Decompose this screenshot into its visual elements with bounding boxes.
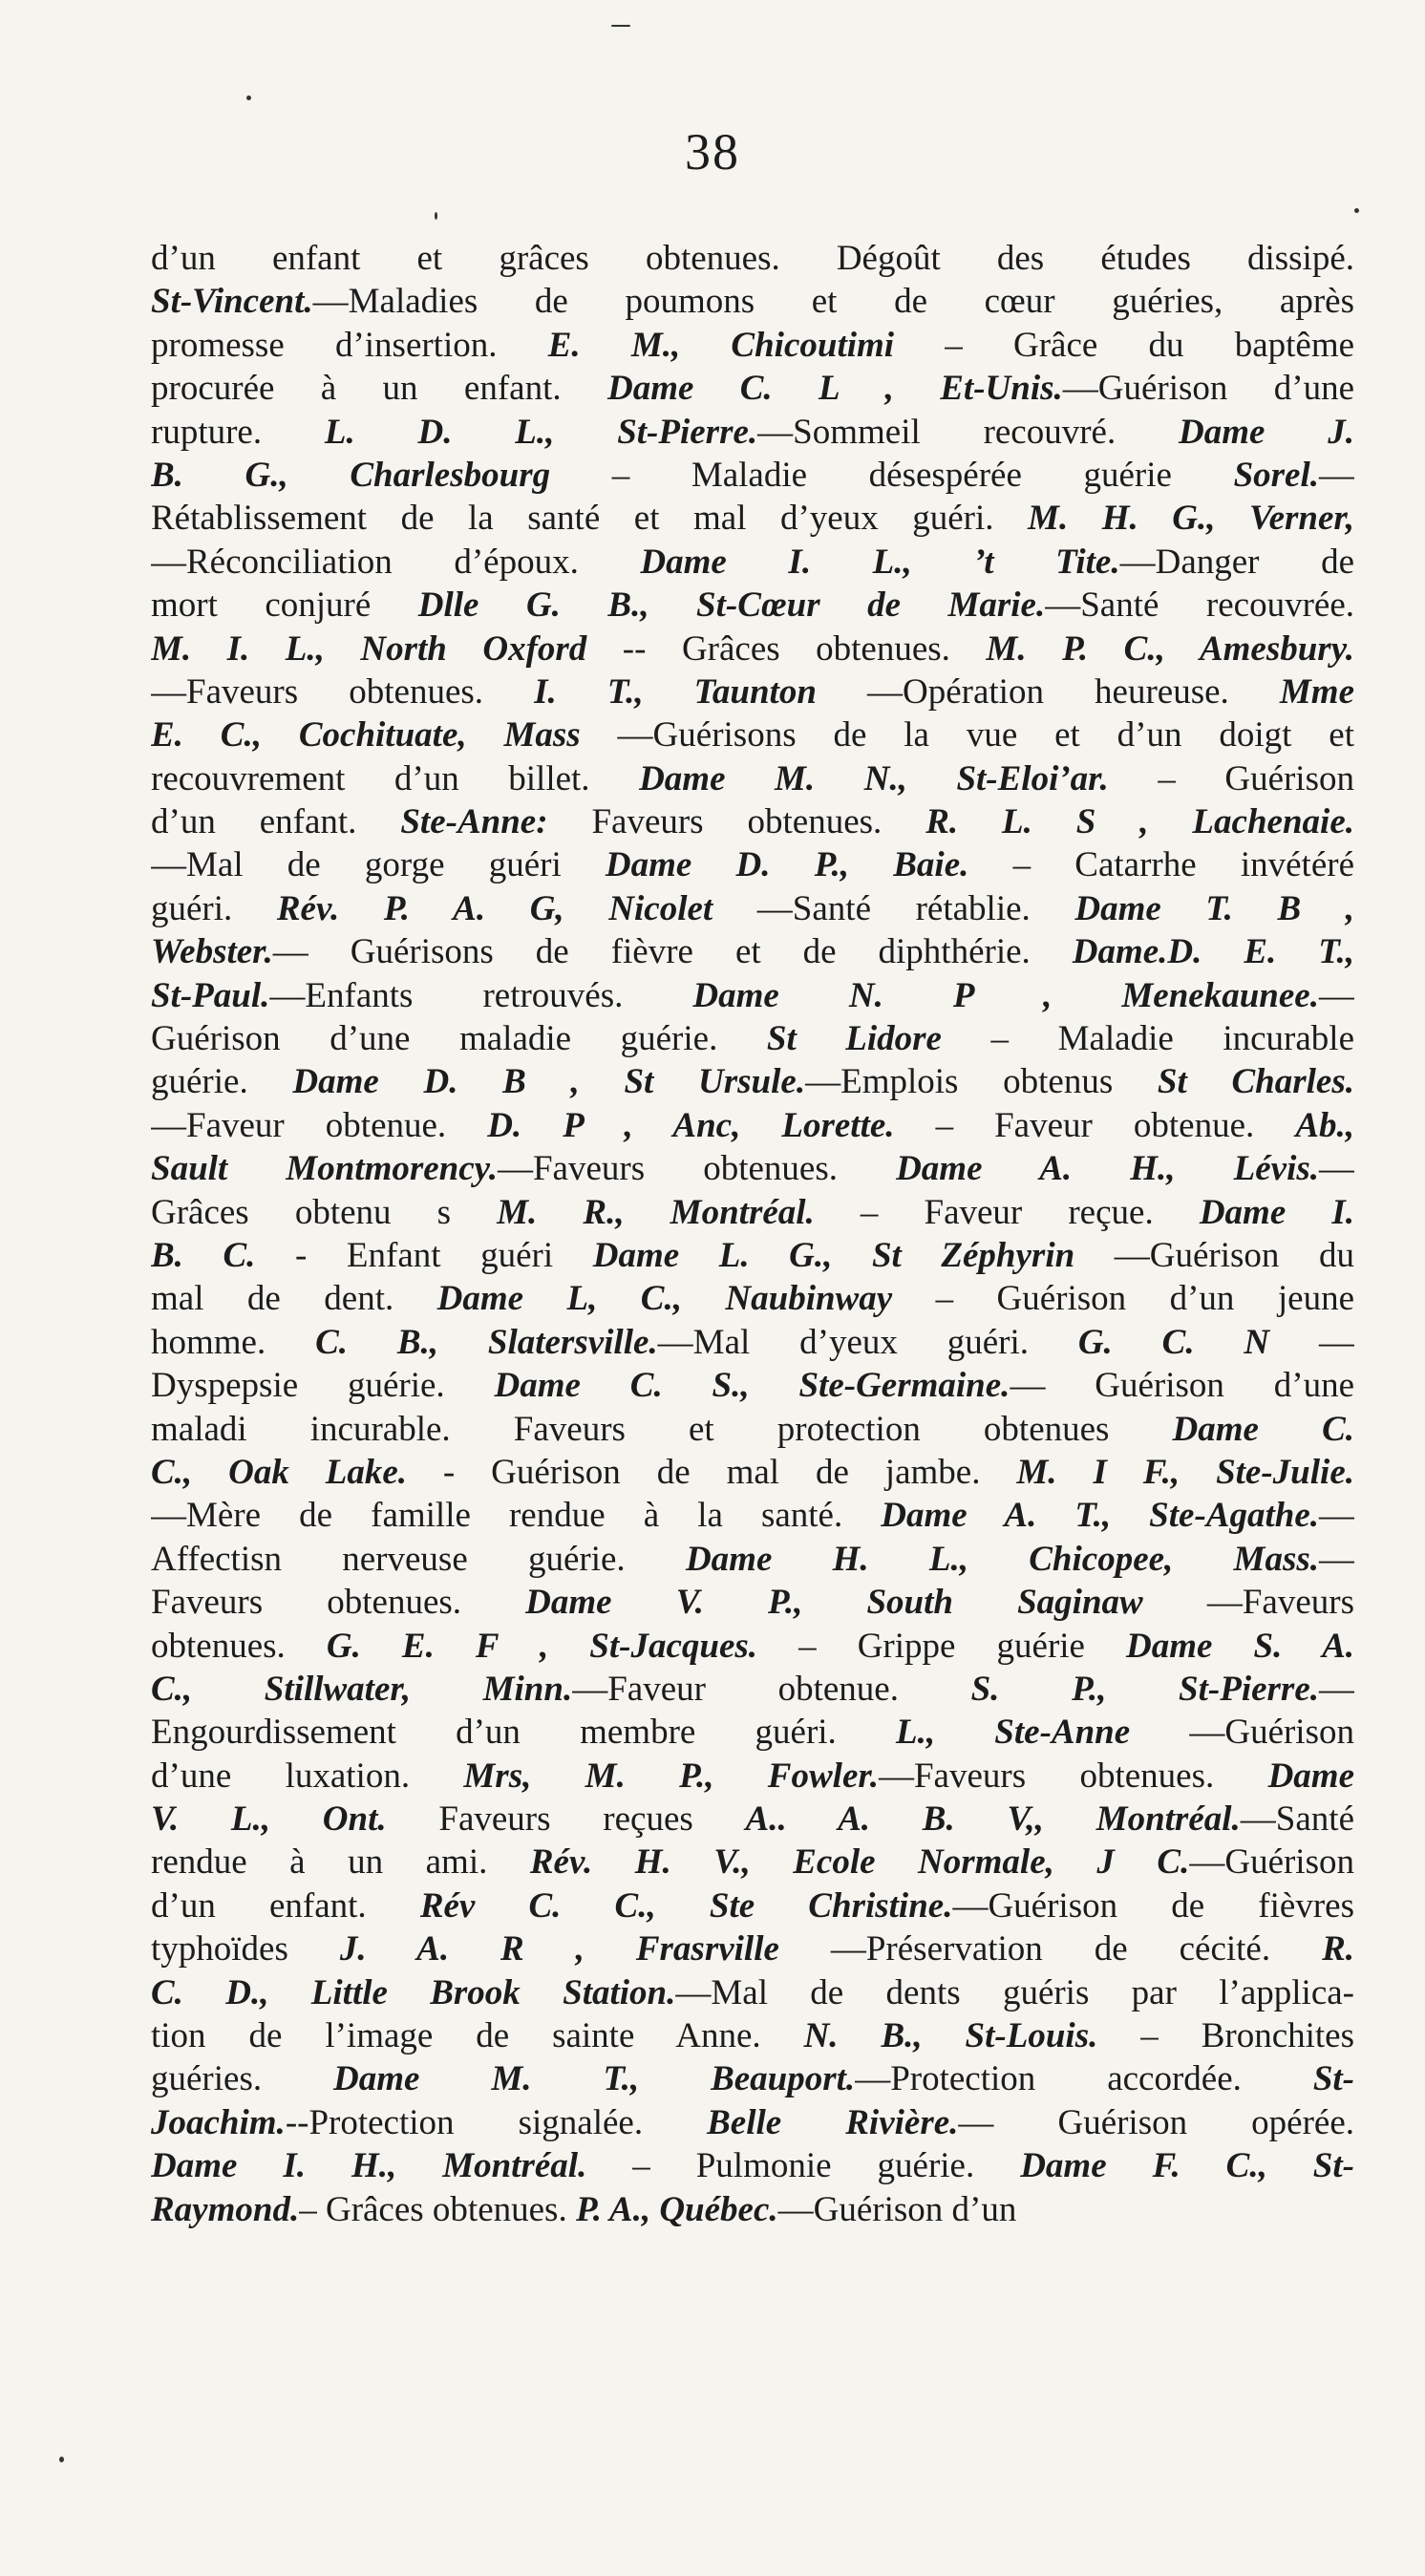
italic-reference: A.. A. B. V,, Montréal.: [745, 1799, 1241, 1840]
text-segment: —Guérison d’une: [1062, 369, 1354, 409]
italic-reference: Dlle G. B., St-Cœur de Marie.: [417, 585, 1046, 626]
text-segment: - Guérison de mal de jambe.: [407, 1452, 1017, 1492]
text-segment: rendue à un ami.: [151, 1842, 530, 1883]
italic-reference: Dame S. A.: [1126, 1626, 1354, 1666]
italic-reference: C. D., Little Brook Station.: [151, 1972, 676, 2012]
text-segment: —: [1318, 975, 1354, 1015]
text-line: [151, 280, 1354, 323]
italic-reference: M. H. G., Verner,: [1028, 499, 1354, 539]
italic-reference: C. B., Slatersville.: [315, 1322, 658, 1362]
text-segment: d’un enfant.: [151, 1885, 420, 1926]
text-line: [151, 2144, 1354, 2187]
italic-reference: Dame I.: [1199, 1192, 1354, 1232]
text-segment: rupture.: [151, 412, 325, 452]
italic-reference: D. P , Anc, Lorette.: [487, 1105, 895, 1145]
text-segment: —Préservation de cécité.: [778, 1929, 1323, 1969]
ink-speck: [59, 2457, 64, 2462]
text-segment: d’un enfant et grâces obtenues. Dégoût des études dissipé.: [151, 239, 1354, 278]
italic-reference: Dame D. B , St Ursule.: [292, 1062, 806, 1102]
text-segment: —Guérisons de la vue et d’un doigt et: [580, 715, 1354, 756]
text-line: [151, 1017, 1354, 1060]
italic-reference: Dame M. N., St-Eloi’ar.: [639, 758, 1109, 798]
text-line: [151, 2101, 1354, 2144]
text-segment: —Mal d’yeux guéri.: [657, 1322, 1078, 1362]
text-segment: —: [1269, 1322, 1354, 1362]
text-line: [151, 1581, 1354, 1624]
italic-reference: V. L., Ont.: [151, 1799, 387, 1840]
italic-reference: B. G., Charlesbourg: [151, 455, 551, 495]
text-line: [151, 1538, 1354, 1581]
text-segment: —Faveurs obtenues.: [497, 1149, 897, 1189]
text-segment: Faveurs reçues: [386, 1799, 746, 1840]
text-segment: —Maladies de poumons et de cœur guéries, après: [312, 282, 1354, 322]
text-line: [151, 671, 1354, 713]
text-segment: —Protection accordée.: [855, 2059, 1313, 2099]
text-line: [151, 324, 1354, 367]
text-segment: – Pulmonie guérie.: [586, 2146, 1021, 2186]
text-line: [151, 2188, 1354, 2231]
text-line: [151, 757, 1354, 800]
italic-reference: I. T., Taunton: [534, 671, 817, 712]
text-line: [151, 843, 1354, 886]
text-line: [151, 237, 1354, 280]
italic-reference: G. E. F , St-Jacques.: [326, 1626, 758, 1666]
text-line: [151, 1321, 1354, 1364]
text-segment: —Mère de famille rendue à la santé.: [151, 1496, 882, 1536]
text-segment: – Guérison: [1108, 758, 1354, 798]
text-line: [151, 2014, 1354, 2057]
italic-reference: Dame H. L., Chicopee, Mass.: [685, 1539, 1319, 1579]
italic-reference: Rév. H. V., Ecole Normale, J C.: [529, 1842, 1190, 1883]
text-line: [151, 930, 1354, 973]
text-segment: – Maladie incurable: [941, 1019, 1354, 1059]
text-segment: Rétablissement de la santé et mal d’yeux guéri.: [151, 499, 1029, 539]
italic-reference: Dame T. B ,: [1074, 888, 1354, 928]
text-line: [151, 1711, 1354, 1754]
text-segment: —Mal de dents guéris par l’applica-: [675, 1972, 1354, 2012]
italic-reference: Dame A. H., Lévis.: [896, 1149, 1319, 1189]
text-line: [151, 411, 1354, 454]
text-segment: – Grippe guérie: [757, 1626, 1127, 1666]
italic-reference: Dame D. P., Baie.: [605, 845, 969, 885]
text-segment: —Guérison de fièvres: [952, 1885, 1354, 1926]
text-segment: —Guérison d’un: [777, 2189, 1017, 2229]
text-segment: procurée à un enfant.: [151, 369, 607, 409]
italic-reference: P. A., Québec.: [575, 2189, 778, 2229]
italic-reference: St Charles.: [1157, 1062, 1354, 1102]
text-segment: —Guérison: [1189, 1842, 1354, 1883]
italic-reference: Sault Montmorency.: [151, 1149, 498, 1189]
italic-reference: Dame M. T., Beauport.: [333, 2059, 856, 2099]
text-segment: —: [1319, 1539, 1354, 1579]
italic-reference: C., Oak Lake.: [151, 1452, 408, 1492]
text-segment: – Maladie désespérée guérie: [550, 455, 1234, 495]
italic-reference: Rév. P. A. G, Nicolet: [276, 888, 713, 928]
italic-reference: R.: [1322, 1929, 1354, 1969]
text-segment: —Santé recouvrée.: [1045, 585, 1354, 626]
italic-reference: J. A. R , Frasrville: [339, 1929, 779, 1969]
italic-reference: Dame.D. E. T.,: [1072, 932, 1354, 972]
text-line: [151, 2057, 1354, 2100]
text-line: [151, 628, 1354, 671]
page-number: 38: [685, 123, 740, 181]
italic-reference: M. I. L., North Oxford: [151, 628, 587, 669]
text-segment: —: [1319, 1669, 1354, 1709]
text-segment: — Guérison d’une: [1010, 1366, 1354, 1406]
text-segment: – Catarrhe invétéré: [968, 845, 1354, 885]
text-segment: – Guérison d’un jeune: [892, 1279, 1354, 1319]
text-segment: —: [1319, 455, 1354, 495]
text-line: [151, 974, 1354, 1017]
text-line: [151, 1494, 1354, 1537]
text-segment: —Faveur obtenue.: [572, 1669, 971, 1709]
text-segment: —Santé rétablie.: [712, 888, 1075, 928]
text-segment: —Sommeil recouvré.: [757, 412, 1180, 452]
italic-reference: Dame C.: [1172, 1409, 1354, 1449]
italic-reference: G. C. N: [1077, 1322, 1270, 1362]
text-segment: – Grâce du baptême: [894, 325, 1354, 365]
text-segment: Engourdissement d’un membre guéri.: [151, 1713, 896, 1753]
italic-reference: R. L. S , Lachenaie.: [925, 802, 1354, 842]
text-line: [151, 887, 1354, 930]
italic-reference: L. D. L., St-Pierre.: [324, 412, 758, 452]
text-segment: —Guérison du: [1074, 1235, 1354, 1275]
text-segment: promesse d’insertion.: [151, 325, 548, 365]
text-segment: typhoïdes: [151, 1929, 340, 1969]
text-segment: Affectisn nerveuse guérie.: [151, 1539, 686, 1579]
italic-reference: Belle Rivière.: [707, 2102, 959, 2142]
text-line: [151, 1234, 1354, 1277]
italic-reference: M. P. C., Amesbury.: [986, 628, 1354, 669]
text-segment: —Faveurs obtenues.: [151, 671, 535, 712]
italic-reference: Dame V. P., South Saginaw: [525, 1583, 1143, 1623]
ink-speck: [611, 25, 630, 27]
text-segment: —Réconciliation d’époux.: [151, 542, 641, 582]
italic-reference: Dame C. S., Ste-Germaine.: [494, 1366, 1010, 1406]
text-segment: —Mal de gorge guéri: [151, 845, 606, 885]
text-line: [151, 454, 1354, 497]
text-segment: —: [1319, 1149, 1354, 1189]
text-line: [151, 1755, 1354, 1798]
text-segment: --Protection signalée.: [285, 2102, 708, 2142]
italic-reference: Mme: [1279, 671, 1354, 712]
text-line: [151, 1408, 1354, 1451]
ink-speck: [246, 96, 251, 100]
text-segment: maladi incurable. Faveurs et protection obtenues: [151, 1409, 1173, 1449]
italic-reference: Dame A. T., Ste-Agathe.: [881, 1496, 1319, 1536]
text-segment: — Guérisons de fièvre et de diphthérie.: [272, 932, 1073, 972]
text-segment: —Faveur obtenue.: [151, 1105, 488, 1145]
text-line: [151, 1451, 1354, 1494]
text-segment: – Bronchites: [1097, 2016, 1354, 2056]
text-segment: -- Grâces obtenues.: [586, 628, 987, 669]
italic-reference: St-: [1312, 2059, 1354, 2099]
italic-reference: Dame N. P , Menekaunee.: [692, 975, 1319, 1015]
italic-reference: Dame: [1267, 1756, 1354, 1796]
italic-reference: Dame L. G., St Zéphyrin: [592, 1235, 1075, 1275]
text-segment: Faveurs obtenues.: [547, 802, 926, 842]
italic-reference: Joachim.: [151, 2102, 286, 2142]
italic-reference: E. C., Cochituate, Mass: [151, 715, 581, 756]
text-line: [151, 1277, 1354, 1320]
text-line: [151, 1841, 1354, 1884]
italic-reference: Mrs, M. P., Fowler.: [463, 1756, 879, 1796]
text-segment: Guérison d’une maladie guérie.: [151, 1019, 767, 1059]
italic-reference: Dame L, C., Naubinway: [436, 1279, 893, 1319]
text-segment: tion de l’image de sainte Anne.: [151, 2016, 804, 2056]
italic-reference: Dame I. L., ’t Tite.: [640, 542, 1120, 582]
text-line: [151, 1364, 1354, 1407]
italic-reference: Dame F. C., St-: [1020, 2146, 1354, 2186]
text-segment: – Faveur reçue.: [814, 1192, 1200, 1232]
italic-reference: Dame C. L , Et-Unis.: [606, 369, 1063, 409]
text-segment: —Faveurs obtenues.: [878, 1756, 1268, 1796]
text-segment: d’une luxation.: [151, 1756, 464, 1796]
text-line: [151, 1060, 1354, 1103]
text-segment: — Guérison opérée.: [958, 2102, 1354, 2142]
text-segment: d’un enfant.: [151, 802, 401, 842]
text-segment: homme.: [151, 1322, 316, 1362]
text-line: [151, 1104, 1354, 1147]
text-line: [151, 1625, 1354, 1668]
text-line: [151, 1971, 1354, 2014]
text-segment: Grâces obtenu s: [151, 1192, 498, 1232]
italic-reference: Raymond.: [151, 2189, 300, 2229]
text-segment: – Faveur obtenue.: [894, 1105, 1296, 1145]
text-segment: – Grâces obtenues.: [299, 2189, 576, 2229]
text-segment: —Santé: [1240, 1799, 1354, 1840]
text-line: [151, 1147, 1354, 1190]
text-segment: guéri.: [151, 888, 277, 928]
text-segment: —: [1319, 1496, 1354, 1536]
text-line: [151, 800, 1354, 843]
text-segment: guéries.: [151, 2059, 334, 2099]
text-segment: —Opération heureuse.: [816, 671, 1280, 712]
text-segment: guérie.: [151, 1062, 293, 1102]
text-segment: —Danger de: [1119, 542, 1354, 582]
ink-speck: [1354, 208, 1359, 213]
italic-reference: M. I F., Ste-Julie.: [1016, 1452, 1354, 1492]
italic-reference: Ste-Anne:: [400, 802, 548, 842]
italic-reference: St Lidore: [766, 1019, 942, 1059]
text-line: [151, 1191, 1354, 1234]
text-line: [151, 1798, 1354, 1841]
italic-reference: Sorel.: [1233, 455, 1319, 495]
text-segment: - Enfant guéri: [255, 1235, 593, 1275]
text-segment: —Guérison: [1130, 1713, 1354, 1753]
italic-reference: M. R., Montréal.: [497, 1192, 815, 1232]
text-segment: —Emplois obtenus: [805, 1062, 1158, 1102]
text-line: [151, 1668, 1354, 1711]
italic-reference: Webster.: [151, 932, 273, 972]
italic-reference: S. P., St-Pierre.: [970, 1669, 1319, 1709]
text-segment: recouvrement d’un billet.: [151, 758, 640, 798]
ink-speck: [435, 212, 437, 220]
italic-reference: E. M., Chicoutimi: [547, 325, 895, 365]
text-line: [151, 541, 1354, 584]
text-line: [151, 713, 1354, 756]
text-line: [151, 1927, 1354, 1970]
text-line: [151, 584, 1354, 627]
text-line: [151, 1884, 1354, 1927]
text-segment: Faveurs obtenues.: [151, 1583, 526, 1623]
text-segment: Dyspepsie guérie.: [151, 1366, 495, 1406]
italic-reference: St-Vincent.: [151, 282, 313, 322]
italic-reference: St-Paul.: [151, 975, 270, 1015]
italic-reference: Rév C. C., Ste Christine.: [419, 1885, 953, 1926]
text-line: [151, 497, 1354, 540]
text-segment: mal de dent.: [151, 1279, 437, 1319]
italic-reference: N. B., St-Louis.: [803, 2016, 1098, 2056]
italic-reference: Dame J.: [1179, 412, 1354, 452]
text-segment: —Faveurs: [1142, 1583, 1354, 1623]
italic-reference: B. C.: [151, 1235, 256, 1275]
text-segment: —Enfants retrouvés.: [269, 975, 693, 1015]
text-segment: obtenues.: [151, 1626, 327, 1666]
italic-reference: L., Ste-Anne: [896, 1713, 1131, 1753]
text-segment: mort conjuré: [151, 585, 418, 626]
italic-reference: Ab.,: [1295, 1105, 1354, 1145]
text-line: [151, 367, 1354, 410]
italic-reference: C., Stillwater, Minn.: [151, 1669, 573, 1709]
italic-reference: Dame I. H., Montréal.: [151, 2146, 587, 2186]
body-text: [151, 237, 1354, 2231]
